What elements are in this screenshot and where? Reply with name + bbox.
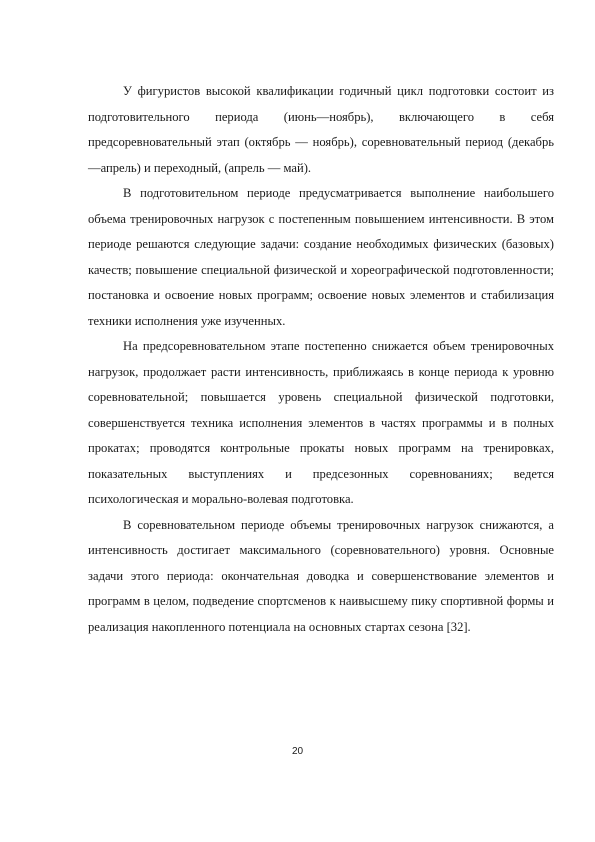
paragraph-precompetition-stage: На предсоревновательном этапе постепенно снижается объем тренировочных нагрузок, продолжает расти интенсивность, приближаясь в конце периода к уровню соревновательной; повышается уровень специальной физической подготовки, совершенствуется техника исполнения элементов в частях программы и в полных прокатах; проводятся контрольные прокаты новых программ на тренировках, показательных выступлениях и предсезонных соревнованиях; ведется психологическая и морально-волевая подготовка.	[88, 339, 554, 506]
page-number: 20	[291, 746, 304, 757]
paragraph-competition-period: В соревновательном периоде объемы тренировочных нагрузок снижаются, а интенсивность достигает максимального (соревновательного) уровня. Основные задачи этого периода: окончательная доводка и совершенствование элементов и программ в целом, подведение спортсменов к наивысшему пику спортивной формы и реализация накопленного потенциала на основных стартах сезона [32].	[88, 517, 554, 634]
body-text	[88, 79, 554, 640]
paragraph-preparatory-period: В подготовительном периоде предусматривается выполнение наибольшего объема тренировочных нагрузок с постепенным повышением интенсивности. В этом периоде решаются следующие задачи: создание необходимых физических (базовых) качеств; повышение специальной физической и хореографической подготовленности; постановка и освоение новых программ; освоение новых элементов и стабилизация техники исполнения уже изученных.	[88, 186, 554, 328]
paragraph-annual-cycle: У фигуристов высокой квалификации годичный цикл подготовки состоит из подготовительного периода (июнь—ноябрь), включающего в себя предсоревновательный этап (октябрь — ноябрь), соревновательный период (декабрь—апрель) и переходный, (апрель — май).	[88, 84, 554, 175]
